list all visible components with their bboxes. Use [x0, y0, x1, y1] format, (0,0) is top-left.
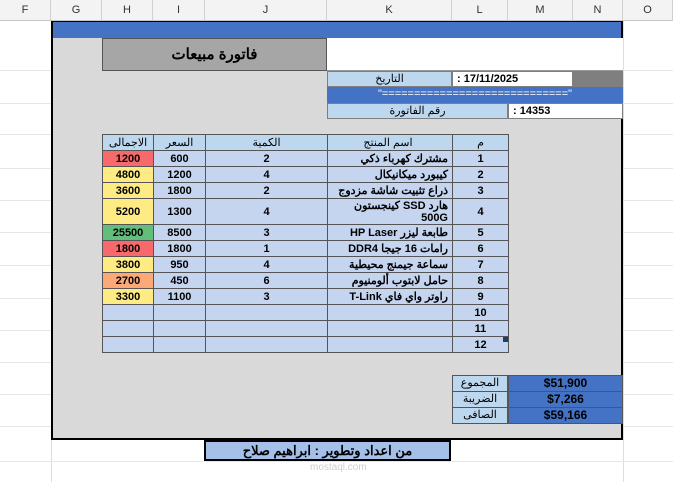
tax-value[interactable]: $7,266: [508, 391, 623, 408]
row-product-name[interactable]: راوتر واي فاي T-Link: [328, 289, 453, 305]
row-price[interactable]: 950: [154, 257, 206, 273]
row-qty[interactable]: 2: [206, 151, 328, 167]
tax-label[interactable]: الضريبة: [452, 391, 508, 408]
row-qty[interactable]: 6: [206, 273, 328, 289]
row-total[interactable]: 1800: [103, 241, 154, 257]
table-row: [103, 241, 509, 257]
row-total[interactable]: [103, 337, 154, 353]
table-row: [103, 257, 509, 273]
table-row: [103, 337, 509, 353]
column-header-i[interactable]: I: [153, 0, 205, 21]
row-total[interactable]: 4800: [103, 167, 154, 183]
column-header-k[interactable]: K: [327, 0, 452, 21]
row-price[interactable]: 1300: [154, 199, 206, 225]
row-product-name[interactable]: كيبورد ميكانيكال: [328, 167, 453, 183]
row-price[interactable]: [154, 305, 206, 321]
table-row: [103, 289, 509, 305]
column-header-g[interactable]: G: [51, 0, 102, 21]
column-header-m[interactable]: M: [508, 0, 573, 21]
table-row: [103, 273, 509, 289]
row-total[interactable]: 1200: [103, 151, 154, 167]
column-header-o[interactable]: O: [623, 0, 673, 21]
invoice-number-value[interactable]: : 14353: [508, 103, 623, 119]
row-product-name[interactable]: مشترك كهرباء ذكي: [328, 151, 453, 167]
table-row: [103, 199, 509, 225]
row-qty[interactable]: 3: [206, 225, 328, 241]
invoice-title[interactable]: فاتورة مبيعات: [102, 38, 327, 71]
row-number[interactable]: 2: [453, 167, 509, 183]
table-row: [103, 321, 509, 337]
separator-line[interactable]: "=============================": [327, 87, 623, 103]
header-total[interactable]: الاجمالى: [103, 135, 154, 151]
row-qty[interactable]: 1: [206, 241, 328, 257]
row-number[interactable]: 12: [453, 337, 509, 353]
row-product-name[interactable]: [328, 337, 453, 353]
table-row: [103, 167, 509, 183]
column-header-j[interactable]: J: [205, 0, 327, 21]
row-qty[interactable]: 4: [206, 257, 328, 273]
author-footer[interactable]: من اعداد وتطوير : ابراهيم صلاح: [204, 440, 451, 461]
column-header-l[interactable]: L: [452, 0, 508, 21]
row-price[interactable]: [154, 337, 206, 353]
row-number[interactable]: 9: [453, 289, 509, 305]
row-number[interactable]: 4: [453, 199, 509, 225]
header-blank-cell[interactable]: [327, 38, 623, 71]
column-header-h[interactable]: H: [102, 0, 153, 21]
row-price[interactable]: 450: [154, 273, 206, 289]
net-label[interactable]: الصافى: [452, 407, 508, 424]
subtotal-value[interactable]: $51,900: [508, 375, 623, 392]
table-row: [103, 183, 509, 199]
products-table: [102, 134, 509, 353]
row-price[interactable]: 1100: [154, 289, 206, 305]
row-product-name[interactable]: [328, 321, 453, 337]
row-product-name[interactable]: طابعة ليزر HP Laser: [328, 225, 453, 241]
row-product-name[interactable]: حامل لابتوب ألومنيوم: [328, 273, 453, 289]
row-total[interactable]: 3800: [103, 257, 154, 273]
row-product-name[interactable]: رامات 16 جيجا DDR4: [328, 241, 453, 257]
table-row: [103, 225, 509, 241]
row-number[interactable]: 6: [453, 241, 509, 257]
row-price[interactable]: 600: [154, 151, 206, 167]
row-price[interactable]: 1200: [154, 167, 206, 183]
table-row: [103, 305, 509, 321]
date-label[interactable]: التاريخ: [327, 71, 452, 87]
row-number[interactable]: 1: [453, 151, 509, 167]
row-price[interactable]: [154, 321, 206, 337]
row-number[interactable]: 5: [453, 225, 509, 241]
subtotal-label[interactable]: المجموع: [452, 375, 508, 392]
row-product-name[interactable]: سماعة جيمنج محيطية: [328, 257, 453, 273]
row-product-name[interactable]: [328, 305, 453, 321]
row-number[interactable]: 11: [453, 321, 509, 337]
row-total[interactable]: 5200: [103, 199, 154, 225]
header-qty[interactable]: الكمية: [206, 135, 328, 151]
header-num[interactable]: م: [453, 135, 509, 151]
row-total[interactable]: [103, 305, 154, 321]
row-qty[interactable]: 2: [206, 183, 328, 199]
row-qty[interactable]: 4: [206, 167, 328, 183]
row-number[interactable]: 10: [453, 305, 509, 321]
row-price[interactable]: 8500: [154, 225, 206, 241]
row-total[interactable]: 2700: [103, 273, 154, 289]
date-value[interactable]: : 17/11/2025: [452, 71, 573, 87]
row-product-name[interactable]: ذراع تثبيت شاشة مزدوج: [328, 183, 453, 199]
row-qty[interactable]: 3: [206, 289, 328, 305]
column-header-f[interactable]: F: [0, 0, 51, 21]
row-total[interactable]: 3600: [103, 183, 154, 199]
top-color-bar: [53, 22, 621, 38]
cell-fill-handle[interactable]: [503, 337, 508, 342]
row-price[interactable]: 1800: [154, 241, 206, 257]
row-qty[interactable]: [206, 305, 328, 321]
date-dark-cell: [573, 71, 623, 87]
table-header-row: [103, 135, 509, 151]
column-header-n[interactable]: N: [573, 0, 623, 21]
row-number[interactable]: 3: [453, 183, 509, 199]
row-number[interactable]: 8: [453, 273, 509, 289]
table-row: [103, 151, 509, 167]
row-product-name[interactable]: هارد SSD كينجستون 500G: [328, 199, 453, 225]
row-price[interactable]: 1800: [154, 183, 206, 199]
row-number[interactable]: 7: [453, 257, 509, 273]
header-price[interactable]: السعر: [154, 135, 206, 151]
row-qty[interactable]: 4: [206, 199, 328, 225]
row-total[interactable]: 3300: [103, 289, 154, 305]
row-total[interactable]: 25500: [103, 225, 154, 241]
header-name[interactable]: اسم المنتج: [328, 135, 453, 151]
row-qty[interactable]: [206, 337, 328, 353]
invoice-number-label[interactable]: رقم الفاتورة: [327, 103, 508, 119]
watermark: mostaql.com: [310, 462, 367, 473]
row-qty[interactable]: [206, 321, 328, 337]
row-total[interactable]: [103, 321, 154, 337]
net-value[interactable]: $59,166: [508, 407, 623, 424]
